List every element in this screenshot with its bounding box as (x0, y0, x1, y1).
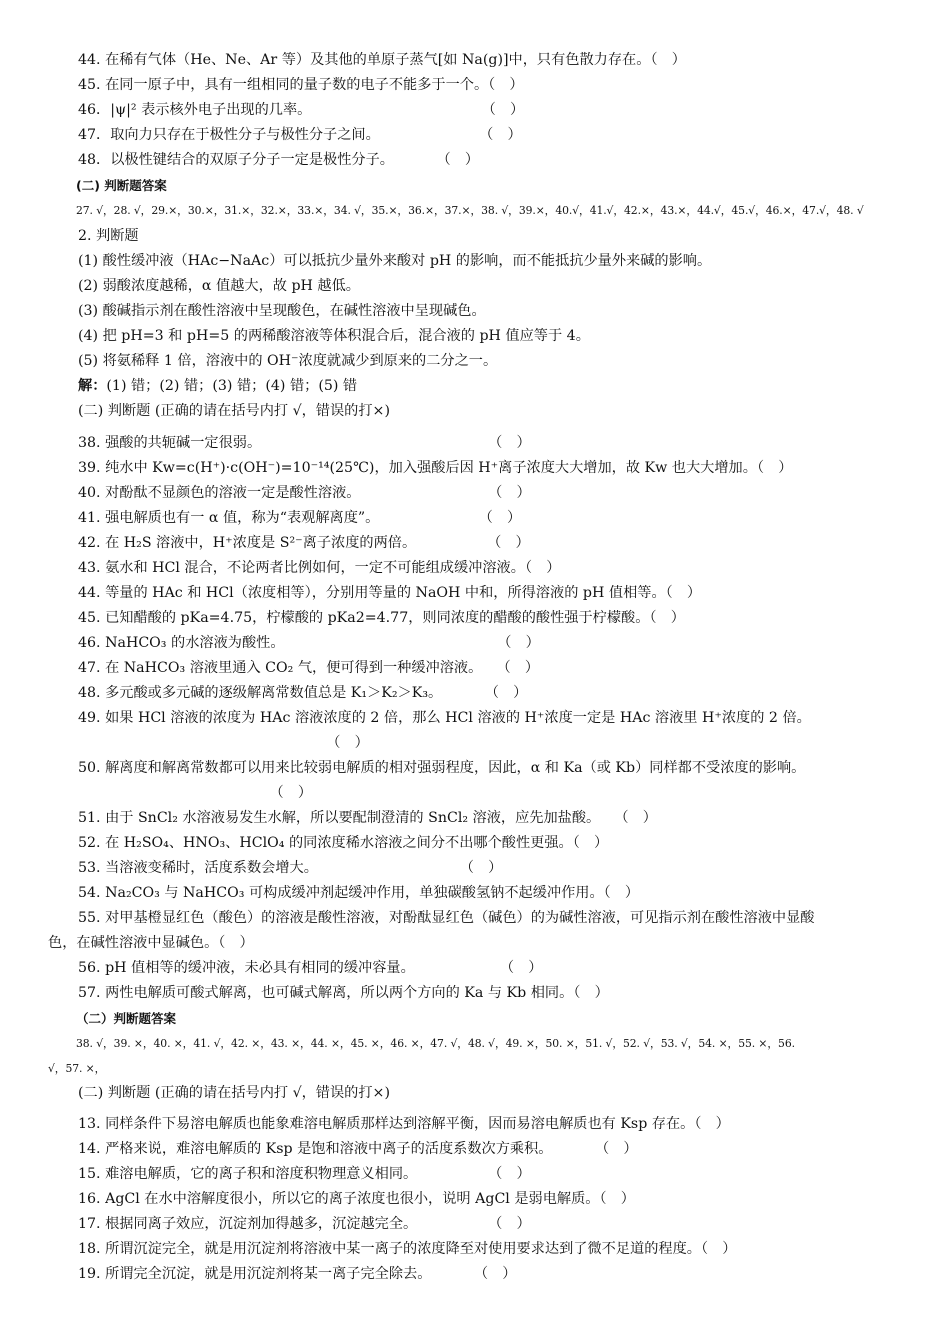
question-54: 54. Na₂CO₃ 与 NaHCO₃ 可构成缓冲剂起缓冲作用，单独碳酸氢钠不起缓冲作用。（ ） (78, 885, 640, 901)
answer-key-continued: √，57. ×， (48, 1062, 106, 1075)
question-43: 43. 氨水和 HCl 混合，不论两者比例如何，一定不可能组成缓冲溶液。（ ） (78, 560, 561, 576)
answer-key: 27. √，28. √，29.×，30.×，31.×，32.×，33.×，34. √，35.×，36.×，37.×，38. √，39.×，40.√，41.√，42.×，43.×，44.√，45.√，46.×，47.√，48. √ (76, 204, 864, 217)
question-38: 38. 强酸的共轭碱一定很弱。 （ ） (78, 435, 531, 451)
solution-label: 解： (78, 378, 107, 394)
question-48: 48. 多元酸或多元碱的逐级解离常数值总是 K₁＞K₂＞K₃。 （ ） (78, 685, 528, 701)
question-49: 49. 如果 HCl 溶液的浓度为 HAc 溶液浓度的 2 倍，那么 HCl 溶液的 H⁺浓度一定是 HAc 溶液里 H⁺浓度的 2 倍。 (78, 710, 811, 726)
question-55: 55. 对甲基橙显红色（酸色）的溶液是酸性溶液，对酚酞显红色（碱色）的为碱性溶液，可见指示剂在酸性溶液中显酸 (78, 910, 815, 926)
question-48: 48．以极性键结合的双原子分子一定是极性分子。 （ ） (78, 152, 480, 168)
question-45: 45. 已知醋酸的 pKa=4.75，柠檬酸的 pKa2=4.77，则同浓度的醋酸的酸性强于柠檬酸。（ ） (78, 610, 685, 626)
question-46: 46. NaHCO₃ 的水溶液为酸性。 （ ） (78, 635, 540, 651)
question-44: 44. 等量的 HAc 和 HCl（浓度相等），分别用等量的 NaOH 中和，所得溶液的 pH 值相等。（ ） (78, 585, 702, 601)
section-title: (二) 判断题 (正确的请在括号内打 √，错误的打×) (78, 403, 390, 419)
answer-key: 38. √，39. ×，40. ×，41. √，42. ×，43. ×，44. ×，45. ×，46. ×，47. √，48. √，49. ×，50. ×，51. √，52. √，53. √，54. ×，55. ×，56. (76, 1037, 795, 1050)
question-3: (3) 酸碱指示剂在酸性溶液中呈现酸色，在碱性溶液中呈现碱色。 (78, 303, 486, 319)
question-50-bracket: （ ） (78, 785, 313, 801)
question-16: 16. AgCl 在水中溶解度很小，所以它的离子浓度也很小，说明 AgCl 是弱电解质。（ ） (78, 1191, 635, 1207)
question-53: 53. 当溶液变稀时，活度系数会增大。 （ ） (78, 860, 503, 876)
solution-text: (1) 错；(2) 错；(3) 错；(4) 错；(5) 错 (106, 378, 358, 394)
question-41: 41. 强电解质也有一 α 值，称为“表观解离度”。 （ ） (78, 510, 522, 526)
question-56: 56. pH 值相等的缓冲液，未必具有相同的缓冲容量。 （ ） (78, 960, 543, 976)
question-44: 44. 在稀有气体（He、Ne、Ar 等）及其他的单原子蒸气[如 Na(g)]中，只有色散力存在。（ ） (78, 52, 686, 68)
question-52: 52. 在 H₂SO₄、HNO₃、HClO₄ 的同浓度稀水溶液之间分不出哪个酸性更强。（ ） (78, 835, 609, 851)
question-42: 42. 在 H₂S 溶液中，H⁺浓度是 S²⁻离子浓度的两倍。 （ ） (78, 535, 530, 551)
question-47: 47．取向力只存在于极性分子与极性分子之间。 （ ） (78, 127, 522, 143)
question-17: 17. 根据同离子效应，沉淀剂加得越多，沉淀越完全。 （ ） (78, 1216, 531, 1232)
section-title: (二) 判断题 (正确的请在括号内打 √，错误的打×) (78, 1085, 390, 1101)
question-47: 47. 在 NaHCO₃ 溶液里通入 CO₂ 气，便可得到一种缓冲溶液。 （ ） (78, 660, 540, 676)
question-19: 19. 所谓完全沉淀，就是用沉淀剂将某一离子完全除去。 （ ） (78, 1266, 517, 1282)
question-18: 18. 所谓沉淀完全，就是用沉淀剂将溶液中某一离子的浓度降至对使用要求达到了微不足道的程度。（ ） (78, 1241, 737, 1257)
question-40: 40. 对酚酞不显颜色的溶液一定是酸性溶液。 （ ） (78, 485, 531, 501)
question-46: 46．|ψ|² 表示核外电子出现的几率。 （ ） (78, 102, 525, 118)
question-49-bracket: （ ） (78, 735, 369, 751)
question-4: (4) 把 pH=3 和 pH=5 的两稀酸溶液等体积混合后，混合液的 pH 值应等于 4。 (78, 328, 590, 344)
question-2: (2) 弱酸浓度越稀，α 值越大，故 pH 越低。 (78, 278, 360, 294)
question-13: 13. 同样条件下易溶电解质也能象难溶电解质那样达到溶解平衡，因而易溶电解质也有 Ksp 存在。（ ） (78, 1116, 730, 1132)
question-45: 45. 在同一原子中，具有一组相同的量子数的电子不能多于一个。（ ） (78, 77, 524, 93)
answer-heading: （二）判断题答案 (76, 1011, 177, 1026)
question-1: (1) 酸性缓冲液（HAc−NaAc）可以抵抗少量外来酸对 pH 的影响，而不能抵抗少量外来碱的影响。 (78, 253, 712, 269)
question-5: (5) 将氨稀释 1 倍，溶液中的 OH⁻浓度就减少到原来的二分之一。 (78, 353, 498, 369)
section-title: 2. 判断题 (78, 228, 139, 244)
solution-line (78, 376, 914, 396)
question-57: 57. 两性电解质可酸式解离，也可碱式解离，所以两个方向的 Ka 与 Kb 相同。（ ） (78, 985, 609, 1001)
answer-heading: (二) 判断题答案 (76, 178, 167, 193)
question-55-continued: 色，在碱性溶液中显碱色。（ ） (48, 935, 254, 951)
question-51: 51. 由于 SnCl₂ 水溶液易发生水解，所以要配制澄清的 SnCl₂ 溶液，应先加盐酸。 （ ） (78, 810, 657, 826)
question-15: 15. 难溶电解质，它的离子积和溶度积物理意义相同。 （ ） (78, 1166, 531, 1182)
question-50: 50. 解离度和解离常数都可以用来比较弱电解质的相对强弱程度，因此，α 和 Ka（或 Kb）同样都不受浓度的影响。 (78, 760, 806, 776)
question-14: 14. 严格来说，难溶电解质的 Ksp 是饱和溶液中离子的活度系数次方乘积。 （ ） (78, 1141, 638, 1157)
question-39: 39. 纯水中 Kw=c(H⁺)·c(OH⁻)=10⁻¹⁴(25℃)，加入强酸后因 H⁺离子浓度大大增加，故 Kw 也大大增加。（ ） (78, 460, 793, 476)
